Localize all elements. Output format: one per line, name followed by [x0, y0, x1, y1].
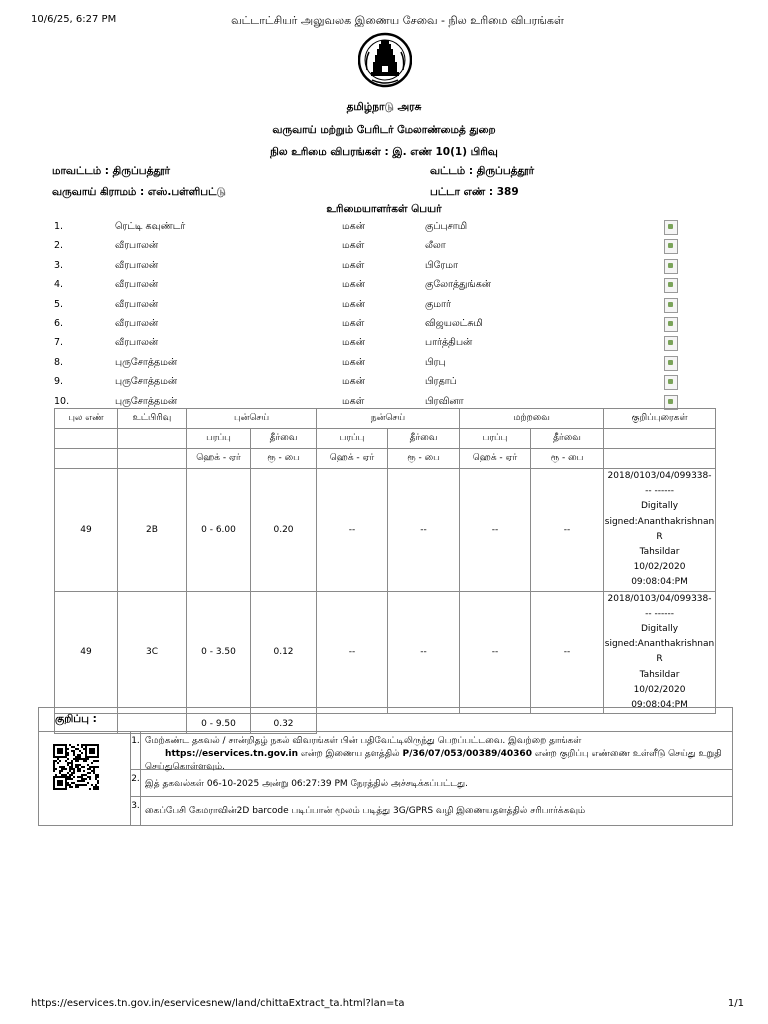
remark-line: Tahsildar	[639, 669, 680, 680]
header-area: பரப்பு	[460, 429, 531, 449]
relation: மகள்	[342, 259, 365, 271]
owner-row	[52, 237, 692, 256]
relation: மகன்	[342, 337, 365, 349]
remark-line: 09:08:04:PM	[631, 700, 688, 711]
remark-line: -- ------	[645, 486, 674, 497]
note-1-post: என்ற குறிப்பு எண்ணை உள்ளீடு செய்து உறுதி செய்துகொள்ளவும்.	[145, 749, 722, 772]
remark-line: R	[656, 531, 663, 542]
notes-title: குறிப்பு :	[39, 708, 732, 732]
broken-image-icon	[664, 336, 678, 351]
total-punsei-tax: 0.32	[251, 714, 317, 734]
remark-line: 10/02/2020	[633, 684, 686, 695]
father-name: ரெட்டி கவுண்டர்	[115, 221, 186, 232]
owner-number: 4.	[54, 279, 64, 291]
owner-number: 7.	[54, 337, 64, 349]
document-title: நில உரிமை விபரங்கள் : இ. எண் 10(1) பிரிவு	[270, 146, 498, 158]
remark-line: Digitally	[641, 501, 679, 512]
relation: மகள்	[342, 395, 365, 407]
header-tax: தீர்வை	[388, 429, 460, 449]
owner-name: குமார்	[425, 298, 451, 310]
matravai-area-cell: --	[460, 591, 531, 714]
punsei-tax-cell: 0.12	[251, 591, 317, 714]
relation: மகன்	[342, 356, 365, 368]
matravai-area-cell: --	[460, 469, 531, 592]
table-row	[55, 469, 716, 592]
father-name: வீரபாலன்	[115, 240, 159, 252]
header-area-unit: ஹெக் - ஏர்	[187, 449, 251, 469]
remark-line: -- ------	[645, 608, 674, 619]
owner-row	[52, 276, 692, 295]
relation: மகள்	[342, 240, 365, 252]
note-item	[130, 770, 732, 797]
owner-number: 2.	[54, 240, 64, 252]
nansei-tax-cell: --	[388, 469, 460, 592]
note-1-intro: மேற்கண்ட தகவல் / சான்றிதழ் நகல் விவரங்கள் பின் பதிவேட்டிலிருந்து பெறப்பட்டவை. இவற்றை தாங்கள்	[145, 736, 582, 746]
owner-row	[52, 218, 692, 237]
table-row	[55, 591, 716, 714]
owner-name: பிரபு	[425, 356, 446, 368]
tamil-nadu-emblem-icon	[358, 30, 412, 90]
survey-no-cell: 49	[55, 591, 118, 714]
qr-code-icon[interactable]	[53, 744, 99, 790]
punsei-tax-cell: 0.20	[251, 469, 317, 592]
nansei-area-cell: --	[317, 469, 388, 592]
broken-image-icon	[664, 239, 678, 254]
header-area-unit: ஹெக் - ஏர்	[460, 449, 531, 469]
remark-line: 2018/0103/04/099338-	[607, 471, 712, 481]
broken-image-icon	[664, 375, 678, 390]
remark-line: signed:Ananthakrishnan	[604, 639, 715, 650]
father-name: புருசோத்தமன்	[115, 376, 178, 388]
blank-cell	[604, 449, 716, 469]
header-matravai: மற்றவை	[460, 409, 604, 429]
remarks-cell	[604, 469, 716, 592]
broken-image-icon	[664, 278, 678, 293]
owner-number: 5.	[54, 298, 64, 310]
note-item	[130, 732, 732, 770]
reference-number: P/36/07/053/00389/40360	[402, 749, 532, 759]
village-field: வருவாய் கிராமம் : எஸ்.பள்ளிபட்டு	[52, 186, 226, 198]
header-remarks: குறிப்புரைகள்	[604, 409, 716, 429]
punsei-area-cell: 0 - 3.50	[187, 591, 251, 714]
broken-image-icon	[664, 317, 678, 332]
remark-line: Digitally	[641, 624, 679, 635]
patta-number-field: பட்டா எண் : 389	[430, 186, 519, 198]
father-name: புருசோத்தமன்	[115, 395, 178, 407]
header-area-unit: ஹெக் - ஏர்	[317, 449, 388, 469]
owner-row	[52, 354, 692, 373]
owner-number: 8.	[54, 356, 64, 368]
owner-row	[52, 315, 692, 334]
owner-name: குலோத்துங்கன்	[425, 279, 492, 291]
relation: மகன்	[342, 221, 365, 232]
broken-image-icon	[664, 356, 678, 371]
print-header	[31, 14, 744, 28]
father-name: வீரபாலன்	[115, 279, 159, 291]
page-number: 1/1	[727, 998, 744, 1009]
blank-cell	[55, 429, 118, 449]
matravai-tax-cell: --	[531, 591, 604, 714]
footer-url[interactable]: https://eservices.tn.gov.in/eservicesnew/land/chittaExtract_ta.html?lan=ta	[31, 998, 405, 1009]
owner-number: 3.	[54, 259, 64, 271]
remark-line: 2018/0103/04/099338-	[607, 593, 712, 604]
relation: மகள்	[342, 317, 365, 329]
header-tax-unit: ரூ - பை	[531, 449, 604, 469]
nansei-tax-cell: --	[388, 591, 460, 714]
owner-name: குப்புசாமி	[425, 221, 468, 232]
note-number: 3.	[131, 797, 141, 825]
owners-heading: உரிமையாளர்கள் பெயர்	[326, 203, 442, 215]
note-text: இத் தகவல்கள் 06-10-2025 அன்று 06:27:39 PM நேரத்தில் அச்சடிக்கப்பட்டது.	[145, 779, 468, 789]
owner-row	[52, 373, 692, 392]
department-name: வருவாய் மற்றும் பேரிடர் மேலாண்மைத் துறை	[272, 124, 496, 136]
note-text: கைப்பேசி கேமராவின்2D barcode படிப்பான் மூலம் படித்து 3G/GPRS வழி இணையதளத்தில் சரிபார்க்கவும்	[145, 806, 586, 816]
total-punsei-area: 0 - 9.50	[187, 714, 251, 734]
owner-row	[52, 296, 692, 315]
remark-line: 09:08:04:PM	[631, 577, 688, 588]
owner-number: 1.	[54, 221, 64, 232]
header-tax-unit: ரூ - பை	[251, 449, 317, 469]
survey-no-cell: 49	[55, 469, 118, 592]
father-name: புருசோத்தமன்	[115, 356, 178, 368]
header-survey-no: புல எண்	[55, 409, 118, 429]
broken-image-icon	[664, 298, 678, 313]
header-tax-unit: ரூ - பை	[388, 449, 460, 469]
broken-image-icon	[664, 220, 678, 235]
header-subdivision: உட்பிரிவு	[118, 409, 187, 429]
header-tax: தீர்வை	[531, 429, 604, 449]
remark-line: 10/02/2020	[633, 562, 686, 573]
remarks-cell	[604, 591, 716, 714]
district-field: மாவட்டம் : திருப்பத்தூர்	[52, 165, 171, 177]
blank-cell	[118, 449, 187, 469]
header-area: பரப்பு	[187, 429, 251, 449]
father-name: வீரபாலன்	[115, 298, 159, 310]
owner-name: விஜயலட்சுமி	[425, 317, 483, 329]
matravai-tax-cell: --	[531, 469, 604, 592]
note-1-mid: என்ற இணைய தளத்தில்	[300, 749, 400, 759]
father-name: வீரபாலன்	[115, 337, 159, 349]
header-tax: தீர்வை	[251, 429, 317, 449]
print-timestamp: 10/6/25, 6:27 PM	[31, 14, 117, 25]
father-name: வீரபாலன்	[115, 259, 159, 271]
note-number: 1.	[131, 732, 141, 769]
remark-line: signed:Ananthakrishnan	[604, 516, 715, 527]
header-area: பரப்பு	[317, 429, 388, 449]
owners-list	[52, 218, 692, 412]
note-item	[130, 797, 732, 825]
owner-name: லீலா	[425, 240, 446, 252]
owner-number: 9.	[54, 376, 64, 388]
taluk-field: வட்டம் : திருப்பத்தூர்	[430, 165, 535, 177]
owner-name: பார்த்திபன்	[425, 337, 473, 349]
father-name: வீரபாலன்	[115, 317, 159, 329]
subdivision-cell: 2B	[118, 469, 187, 592]
relation: மகன்	[342, 376, 365, 388]
owner-number: 10.	[54, 395, 70, 407]
blank-cell	[604, 429, 716, 449]
owner-row	[52, 257, 692, 276]
remark-line: R	[656, 654, 663, 665]
remark-line: Tahsildar	[639, 547, 680, 558]
eservices-link[interactable]: https://eservices.tn.gov.in	[165, 749, 298, 759]
owner-name: பிரேமா	[425, 259, 458, 271]
owner-number: 6.	[54, 317, 64, 329]
note-number: 2.	[131, 770, 141, 796]
owner-name: பிரவினா	[425, 395, 464, 407]
subdivision-cell: 3C	[118, 591, 187, 714]
broken-image-icon	[664, 259, 678, 274]
government-name: தமிழ்நாடு அரசு	[346, 101, 422, 113]
print-footer	[31, 998, 744, 1012]
punsei-area-cell: 0 - 6.00	[187, 469, 251, 592]
relation: மகன்	[342, 298, 365, 310]
blank-cell	[55, 449, 118, 469]
relation: மகன்	[342, 279, 365, 291]
notes-box	[38, 707, 733, 826]
blank-cell	[118, 429, 187, 449]
print-page-title: வட்டாட்சியர் அலுவலக இணைய சேவை - நில உரிமை விபரங்கள்	[231, 14, 564, 27]
owner-name: பிரதாப்	[425, 376, 457, 388]
land-details-table	[54, 408, 716, 734]
header-punsei: புன்செய்	[187, 409, 317, 429]
owner-row	[52, 334, 692, 353]
nansei-area-cell: --	[317, 591, 388, 714]
header-nansei: நன்செய்	[317, 409, 460, 429]
